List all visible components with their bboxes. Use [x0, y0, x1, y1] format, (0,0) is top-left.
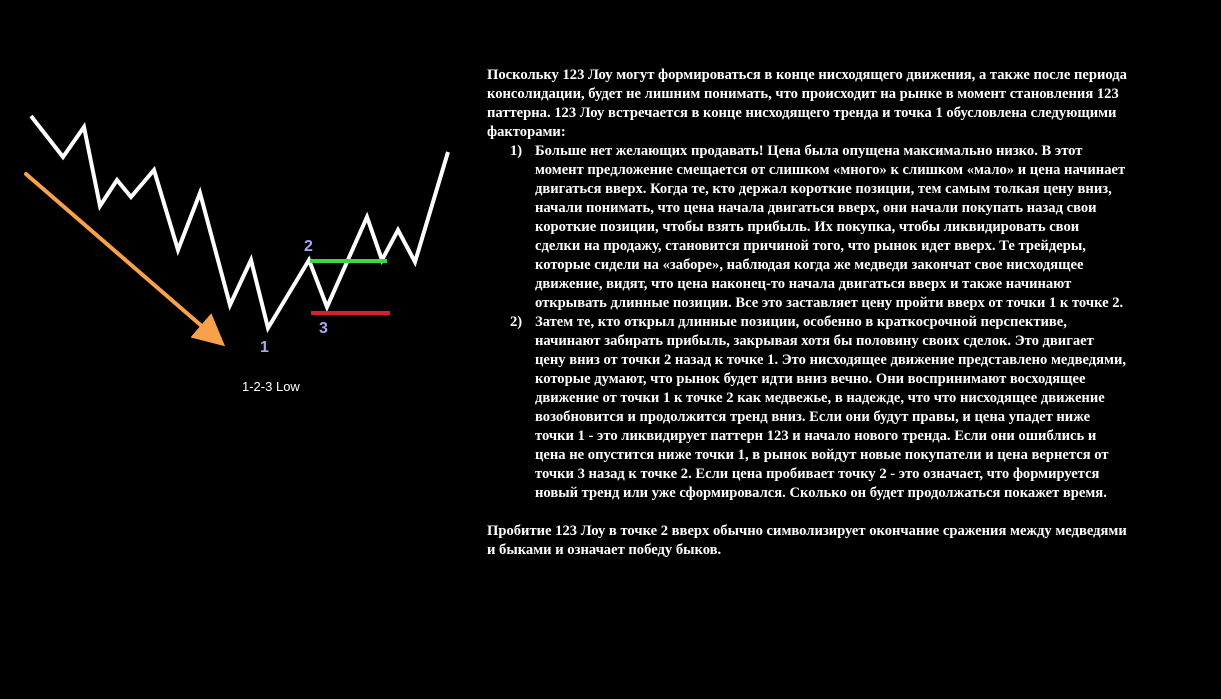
point-2-label: 2: [304, 238, 313, 255]
list-item-number: 2): [510, 314, 523, 330]
article-conclusion: Пробитие 123 Лоу в точке 2 вверх обычно символизирует окончание сражения между медведями и быками и означает победу быков.: [487, 523, 1127, 558]
point-3-label: 3: [319, 320, 328, 337]
point-1-label: 1: [260, 339, 269, 356]
list-item-text: Затем те, кто открыл длинные позиции, особенно в краткосрочной перспективе, начинают забирать прибыль, закрывая хотя бы половину своих сделок. Это двигает цену вниз от точки 2 назад к точке 1. Это нисходящее движение представлено медведями, которые думают, что рынок будет идти вниз вечно. Они воспринимают восходящее движение от точки 1 к точке 2 как медвежье, в надежде, что что нисходящее движение возобновится и продолжится тренд вниз. Если они будут правы, и цена упадет ниже точки 1 - это ликвидирует паттерн 123 и начало нового тренда. Если они ошиблись и цена не опустится ниже точки 1, в рынок войдут новые покупатели и цена вернется от точки 3 назад к точке 2. Если цена пробивает точку 2 - это означает, что формируется новый тренд или уже сформировался. Сколько он будет продолжаться покажет время.: [535, 314, 1127, 501]
diagram-caption: 1-2-3 Low: [242, 379, 300, 394]
list-item: [487, 313, 1127, 503]
factor-list: [487, 142, 1127, 503]
article-intro: Поскольку 123 Лоу могут формироваться в конце нисходящего движения, а также после периода консолидации, будет не лишним понимать, что происходит на рынке в момент становления 123 паттерна. 123 Лоу встречается в конце нисходящего тренда и точка 1 обусловлена следующими факторами:: [487, 67, 1127, 140]
list-item-text: Больше нет желающих продавать! Цена была опущена максимально низко. В этот момент предложение смещается от слишком «много» к слишком «мало» и цена начинает двигаться вверх. Когда те, кто держал короткие позиции, тем самым толкая цену вниз, начали понимать, что цена начала двигаться вверх, они начали покупать назад свои короткие позиции, чтобы взять прибыль. Их покупка, чтобы ликвидировать свои сделки на продажу, становится причиной того, что рынок идет вверх. Те трейдеры, которые сидели на «заборе», наблюдая когда же медведи закончат свое нисходящее движение, видят, что цена наконец-то начала двигаться вверх и также начинают открывать длинные позиции. Все это заставляет цену пройти вверх от точки 1 к точке 2.: [535, 143, 1126, 311]
price-line: [31, 116, 448, 328]
list-item: [487, 142, 1127, 313]
paragraph-spacer: [487, 503, 1127, 522]
pattern-diagram: [0, 0, 480, 420]
downtrend-arrow: [26, 174, 219, 341]
article-text: [487, 66, 1127, 560]
list-item-number: 1): [510, 143, 523, 159]
